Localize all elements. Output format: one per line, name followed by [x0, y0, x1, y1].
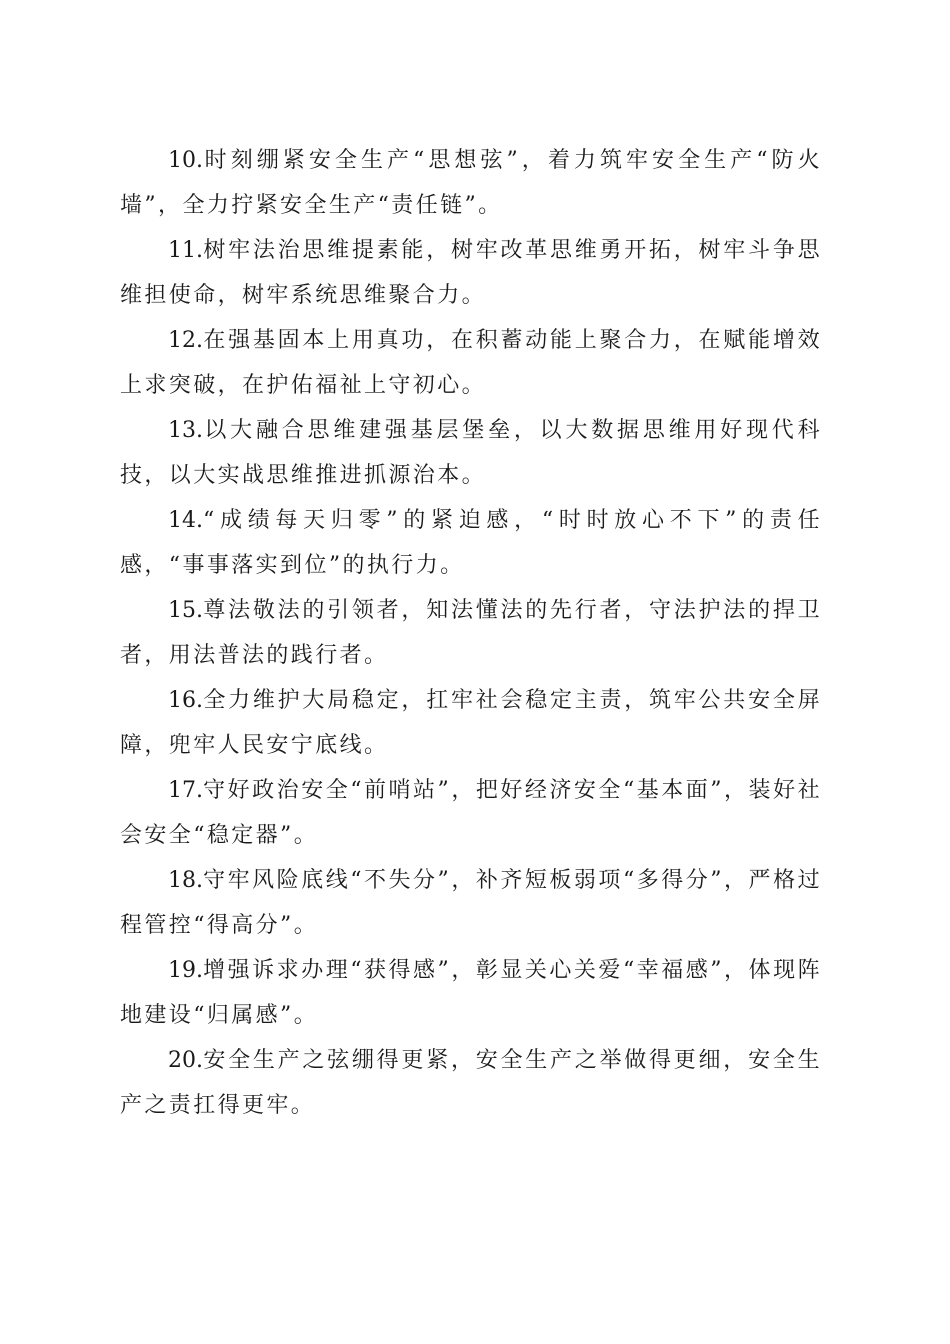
list-item-16 — [120, 678, 822, 768]
list-item-13 — [120, 408, 822, 498]
item-number: 12. — [168, 328, 203, 353]
item-text: 全力维护大局稳定，扛牢社会稳定主责，筑牢公共安全屏障，兜牢人民安宁底线。 — [120, 688, 822, 758]
item-text: “成绩每天归零”的紧迫感，“时时放心不下”的责任感，“事事落实到位”的执行力。 — [120, 508, 822, 578]
item-text: 在强基固本上用真功，在积蓄动能上聚合力，在赋能增效上求突破，在护佑福祉上守初心。 — [120, 328, 822, 398]
item-number: 16. — [168, 688, 203, 713]
item-text: 增强诉求办理“获得感”，彰显关心关爱“幸福感”，体现阵地建设“归属感”。 — [120, 958, 822, 1028]
item-number: 10. — [168, 148, 203, 173]
item-text: 守牢风险底线“不失分”，补齐短板弱项“多得分”，严格过程管控“得高分”。 — [120, 868, 822, 938]
item-number: 11. — [168, 238, 203, 263]
item-text: 尊法敬法的引领者，知法懂法的先行者，守法护法的捍卫者，用法普法的践行者。 — [120, 598, 822, 668]
item-number: 14. — [168, 508, 203, 533]
item-number: 18. — [168, 868, 203, 893]
item-number: 20. — [168, 1048, 203, 1073]
item-text: 时刻绷紧安全生产“思想弦”，着力筑牢安全生产“防火墙”，全力拧紧安全生产“责任链”。 — [120, 148, 822, 218]
item-number: 15. — [168, 598, 203, 623]
list-item-18 — [120, 858, 822, 948]
document-body — [120, 138, 822, 1128]
list-item-17 — [120, 768, 822, 858]
list-item-20 — [120, 1038, 822, 1128]
item-number: 13. — [168, 418, 203, 443]
list-item-12 — [120, 318, 822, 408]
list-item-19 — [120, 948, 822, 1038]
list-item-14 — [120, 498, 822, 588]
list-item-10 — [120, 138, 822, 228]
item-text: 以大融合思维建强基层堡垒，以大数据思维用好现代科技，以大实战思维推进抓源治本。 — [120, 418, 822, 488]
item-text: 守好政治安全“前哨站”，把好经济安全“基本面”，装好社会安全“稳定器”。 — [120, 778, 822, 848]
item-number: 19. — [168, 958, 203, 983]
list-item-11 — [120, 228, 822, 318]
item-number: 17. — [168, 778, 203, 803]
item-text: 树牢法治思维提素能，树牢改革思维勇开拓，树牢斗争思维担使命，树牢系统思维聚合力。 — [120, 238, 822, 308]
list-item-15 — [120, 588, 822, 678]
item-text: 安全生产之弦绷得更紧，安全生产之举做得更细，安全生产之责扛得更牢。 — [120, 1048, 822, 1118]
